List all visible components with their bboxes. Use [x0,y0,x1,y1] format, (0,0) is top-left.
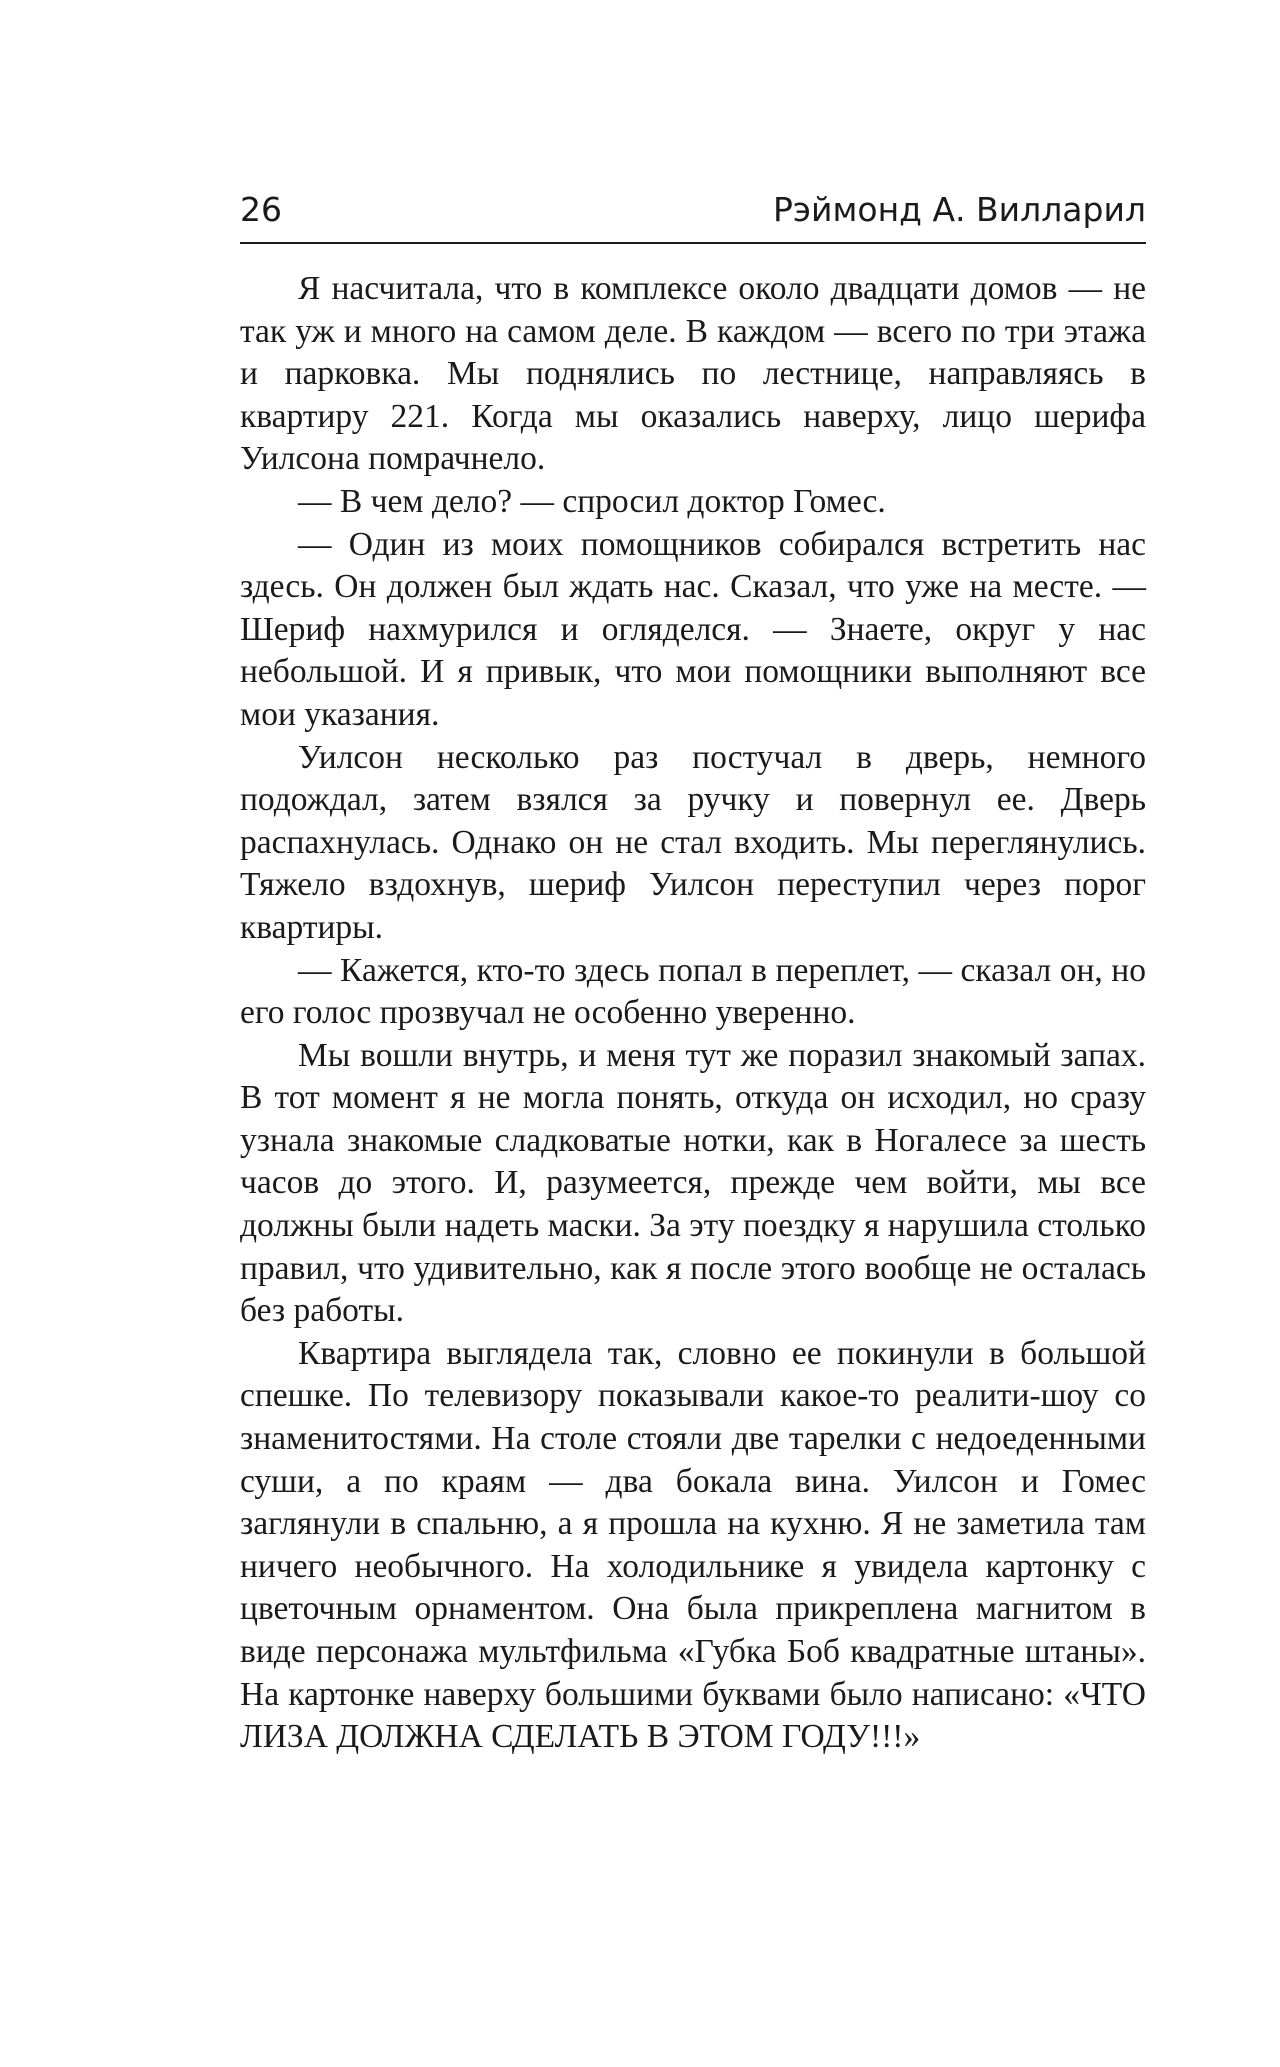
paragraph-6: Мы вошли внутрь, и меня тут же поразил знакомый запах. В тот момент я не могла понять, откуда он исходил, но сразу узнала знакомые сладковатые нотки, как в Ногалесе за шесть часов до этого. И, разумеется, прежде чем войти, мы все должны были надеть маски. За эту поездку я нарушила столько правил, что удивительно, как я после этого вообще не осталась без работы. [240,1036,1146,1330]
author-name: Рэймонд А. Вилларил [773,190,1146,229]
paragraph-2: — В чем дело? — спросил доктор Гомес. [298,482,886,520]
book-page [240,190,1146,1759]
paragraph-3: — Один из моих помощников собирался встретить нас здесь. Он должен был ждать нас. Сказал, что уже на месте. — Шериф нахмурился и огляделся. — Знаете, округ у нас небольшой. И я привык, что мои помощники выполняют все мои указания. [240,525,1146,733]
paragraph-4: Уилсон несколько раз постучал в дверь, немного подождал, затем взялся за ручку и повернул ее. Дверь распахнулась. Однако он не стал входить. Мы переглянулись. Тяжело вздохнув, шериф Уилсон переступил через порог квартиры. [240,738,1146,946]
running-header [240,190,1146,244]
page-number: 26 [240,190,282,229]
paragraph-7: Квартира выглядела так, словно ее покинули в большой спешке. По телевизору показывали какое-то реалити-шоу со знаменитостями. На столе стояли две тарелки с недоеденными суши, а по краям — два бокала вина. Уилсон и Гомес заглянули в спальню, а я прошла на кухню. Я не заметила там ничего необычного. На холодильнике я увидела картонку с цветочным орнаментом. Она была прикреплена магнитом в виде персонажа мультфильма «Губка Боб квадратные штаны». На картонке наверху большими буквами было написано: «ЧТО ЛИЗА ДОЛЖНА СДЕЛАТЬ В ЭТОМ ГОДУ!!!» [240,1334,1146,1756]
paragraph-5: — Кажется, кто-то здесь попал в переплет, — сказал он, но его голос прозвучал не особенно уверенно. [240,951,1146,1032]
paragraph-1: Я насчитала, что в комплексе около двадцати домов — не так уж и много на самом деле. В каждом — всего по три этажа и парковка. Мы поднялись по лестнице, направляясь в квартиру 221. Когда мы оказались наверху, лицо шерифа Уилсона помрачнело. [240,270,1146,478]
body-text [240,268,1146,1759]
